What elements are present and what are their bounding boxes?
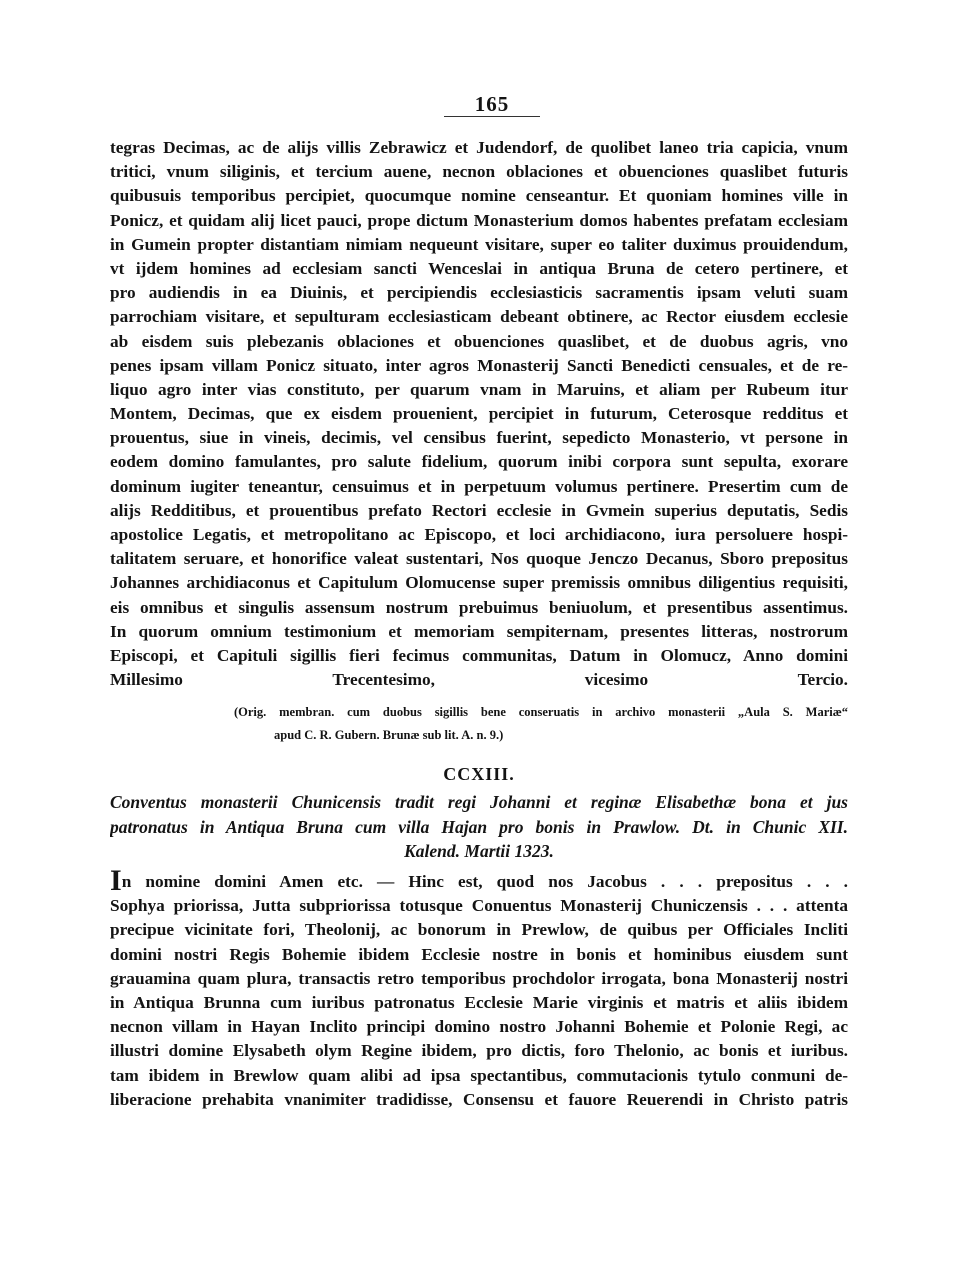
text-line: eodem domino famulantes, pro salute fidelium, quorum inibi corpora sunt sepulta, exorare [110,452,848,472]
body-line: illustri domine Elysabeth olym Regine ibidem, pro dictis, foro Thelonio, ac bonis et iuribus. [110,1041,848,1061]
text-line: in Gumein propter distantiam nimiam nequeunt visitare, super eo taliter duximus prouidendum, [110,234,848,254]
text-line: vt ijdem homines ad ecclesiam sancti Wenceslai in antiqua Bruna de cetero pertinere, et [110,258,848,278]
text-line: apostolice Legatis, et metropolitano ac Episcopo, et loci archidiacono, iura persoluere hospi- [110,525,848,544]
text-line: alijs Redditibus, et prouentibus prefato Rectori ecclesie in Gvmein superius deputatis, Sedis [110,500,848,520]
body-line: Sophya priorissa, Jutta subpriorissa totusque Conuentus Monasterij Chuniczensis . . . attenta [110,896,848,916]
text-line: ab eisdem suis plebezanis oblaciones et obuenciones quaslibet, et de duobus agris, vno [110,331,848,351]
page-number: 165 [474,92,510,116]
text-line: Johannes archidiaconus et Capitulum Olomucense super premissis omnibus diligentius requisiti, [110,573,848,593]
body-line: liberacione prehabita vnanimiter tradidisse, Consensu et fauore Reuerendi in Christo patris [110,1089,848,1109]
text-line: tritici, vnum siliginis, et tercium auene, necnon oblaciones et obuenciones quaslibet futuris [110,162,848,182]
first-line-text: n nomine domini Amen etc. — Hinc est, quod nos Jacobus . . . prepositus . . . [121,872,848,891]
continuation-text [110,136,848,692]
text-line: Millesimo Trecentesimo, vicesimo Tercio. [110,670,848,690]
document-heading [110,790,848,864]
text-line: pro audiendis in ea Diuinis, et percipiendis ecclesiasticis sacramentis ipsam veluti suam [110,283,848,303]
text-line: parrochiam visitare, et sepulturam ecclesiasticam debeant obtinere, ac Rector eiusdem ecclesie [110,307,848,327]
body-line: necnon villam in Hayan Inclito principi domino nostro Johanni Bohemie et Polonie Regi, ac [110,1017,848,1037]
text-line: dominum iugiter teneantur, censuimus et in perpetuum volumus pertinere. Presertim cum de [110,476,848,496]
body-line: domini nostri Regis Bohemie ibidem Ecclesie nostre in bonis et hominibus eiusdem sunt [110,944,848,964]
body-line: tam ibidem in Brewlow quam alibi ad ipsa spectantibus, commutacionis tytulo conmuni de- [110,1065,848,1085]
text-line: quibusuis temporibus percipiet, quocumque nomine censeantur. Et quoniam homines ville in [110,186,848,206]
text-line: tegras Decimas, ac de alijs villis Zebrawicz et Judendorf, de quolibet laneo tria capicia, vnum [110,138,848,157]
initial-letter: I [110,870,122,895]
text-line: prouentus, siue in vineis, decimis, vel censibus fuerint, sepedicto Monasterio, vt persone in [110,428,848,448]
body-line: precipue vicinitate fori, Theolonij, ac bonorum in Prewlow, de quibus per Officiales Incliti [110,920,848,940]
text-line: Episcopi, et Capituli sigillis fieri fecimus communitas, Datum in Olomucz, Anno domini [110,645,848,665]
text-line: penes ipsam villam Ponicz situato, inter agros Monasterij Sancti Benedicti censuales, et de re- [110,355,848,375]
first-line [110,870,848,894]
text-line: In quorum omnium testimonium et memoriam sempiternam, presentes litteras, nostrorum [110,621,848,641]
text-line: liquo agro inter vias constituto, per quarum vnam in Maruins, et aliam per Rubeum itur [110,379,848,399]
document-number: CCXIII. [443,764,515,784]
page-number-rule [444,116,540,117]
heading-line: Conventus monasterii Chunicensis tradit regi Johanni et reginæ Elisabethæ bona et jus [110,792,848,812]
source-note-line: apud C. R. Gubern. Brunæ sub lit. A. n. 9.) [274,728,504,742]
text-line: talitatem seruare, et honorifice valeat sustentari, Nos quoque Jenczo Decanus, Sboro prepositus [110,549,848,569]
heading-line: Kalend. Martii 1323. [404,841,554,861]
body-line: grauamina quam plura, transactis retro temporibus prochdolor irrogata, bona Monasterij nostri [110,968,848,988]
heading-line: patronatus in Antiqua Bruna cum villa Hajan pro bonis in Prawlow. Dt. in Chunic XII. [110,816,848,837]
body-line: in Antiqua Brunna cum iuribus patronatus Ecclesie Marie virginis et matris et aliis ibidem [110,992,848,1012]
text-line: eis omnibus et singulis assensum nostrum prebuimus beniuolum, et presentibus assentimus. [110,597,848,617]
text-line: Ponicz, et quidam alij licet pauci, prope dictum Monasterium domos habentes prefatam ecclesiam [110,210,848,230]
text-line: Montem, Decimas, que ex eisdem prouenient, percipiet in futurum, Ceterosque redditus et [110,404,848,424]
source-note [234,701,848,747]
document-body [110,870,848,1112]
source-note-line: (Orig. membran. cum duobus sigillis bene conseruatis in archivo monasterii „Aula S. Mariæ“ [234,705,848,719]
